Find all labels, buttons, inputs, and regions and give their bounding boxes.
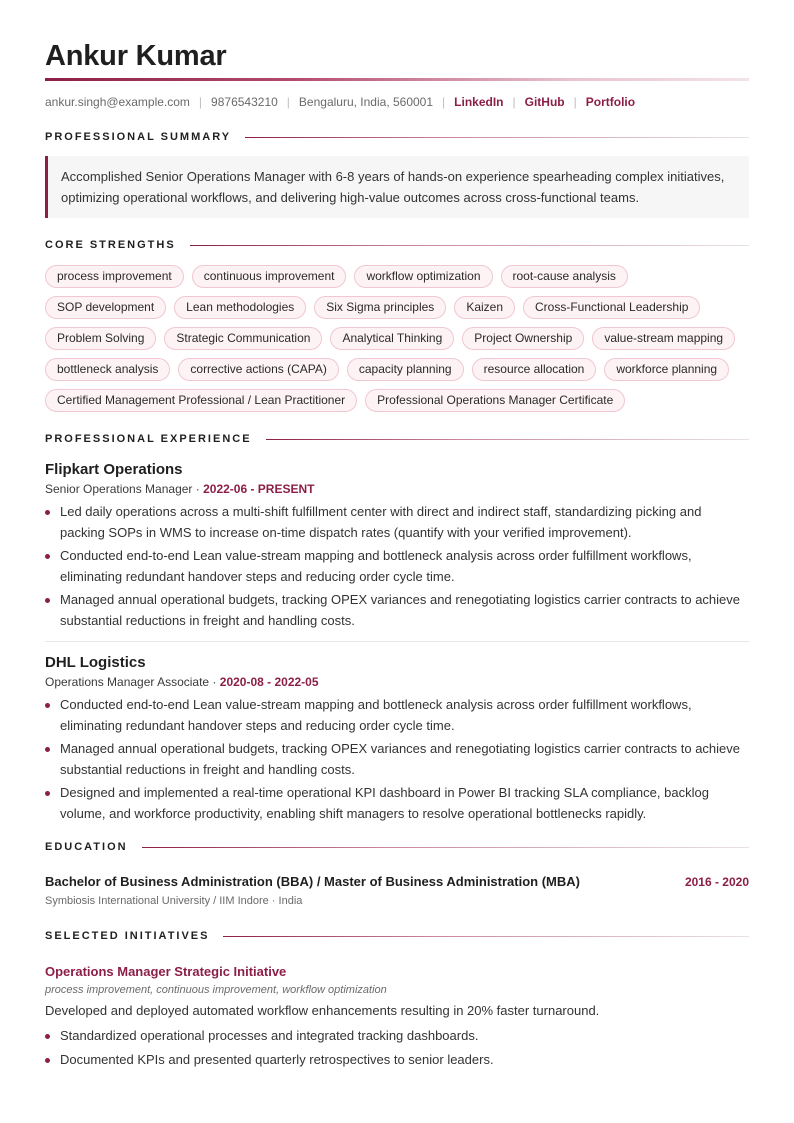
strength-chip: workforce planning [604,358,729,381]
summary-text: Accomplished Senior Operations Manager with 6-8 years of hands-on experience spearheading complex initiatives, optimizing operational workflows, and delivering high-value outcomes across cross-functional teams. [45,156,749,218]
section-header-experience [45,432,749,446]
section-rule [223,936,749,937]
section-title: SELECTED INITIATIVES [45,930,210,942]
section-title: CORE STRENGTHS [45,239,176,251]
education-entry [45,874,749,889]
name-underline [45,78,749,81]
strength-chip: Professional Operations Manager Certificate [365,389,625,412]
strength-chip: Six Sigma principles [314,296,446,319]
section-rule [190,245,749,246]
job-bullet: Managed annual operational budgets, tracking OPEX variances and renegotiating logistics carrier contracts to achieve substantial reductions in freight and handling costs. [45,739,749,780]
contact-phone[interactable]: 9876543210 [211,95,278,109]
section-header-initiatives [45,929,749,943]
initiative-title: Operations Manager Strategic Initiative [45,964,287,979]
strength-chip: Strategic Communication [164,327,322,350]
initiative-bullet: Documented KPIs and presented quarterly retrospectives to senior leaders. [45,1050,749,1071]
section-header-education [45,840,749,854]
section-rule [245,137,749,138]
portfolio-link[interactable]: Portfolio [585,95,636,109]
strength-chip: Kaizen [454,296,515,319]
strength-chip: root-cause analysis [501,265,628,288]
strength-chip: Cross-Functional Leadership [523,296,700,319]
section-rule [266,439,749,440]
initiative-bullet: Standardized operational processes and integrated tracking dashboards. [45,1026,749,1047]
job-role: Operations Manager Associate [45,675,210,689]
experience-entry [45,460,749,631]
strength-chip: corrective actions (CAPA) [178,358,338,381]
job-bullet: Conducted end-to-end Lean value-stream mapping and bottleneck analysis across order fulfillment workflows, eliminating redundant handover steps and reducing order cycle time. [45,546,749,587]
contact-separator: | [442,95,446,109]
contact-separator: | [512,95,516,109]
job-meta: Senior Operations Manager · 2022-06 - PRESENT [45,482,315,496]
section-title: PROFESSIONAL SUMMARY [45,131,232,143]
company-name: Flipkart Operations [45,461,183,478]
strength-chip: Lean methodologies [174,296,306,319]
job-bullet: Conducted end-to-end Lean value-stream mapping and bottleneck analysis across order fulfillment workflows, eliminating redundant handover steps and reducing order cycle time. [45,695,749,736]
company-name: DHL Logistics [45,654,146,671]
contact-email[interactable]: ankur.singh@example.com [45,95,190,109]
section-rule [142,847,749,848]
job-bullet: Designed and implemented a real-time operational KPI dashboard in Power BI tracking SLA compliance, backlog volume, and workforce productivity, enabling shift managers to resolve operational bottlenecks rapidly. [45,783,749,824]
job-bullet: Managed annual operational budgets, tracking OPEX variances and renegotiating logistics carrier contracts to achieve substantial reductions in freight and handling costs. [45,590,749,631]
initiative-bullets [45,1026,749,1070]
initiative-tags: process improvement, continuous improvement, workflow optimization [45,984,387,996]
strength-chip: process improvement [45,265,184,288]
strength-chip: value-stream mapping [592,327,735,350]
degree-name: Bachelor of Business Administration (BBA) / Master of Business Administration (MBA) [45,874,580,889]
strength-chip: Analytical Thinking [330,327,454,350]
strength-chip: resource allocation [472,358,597,381]
initiative-description: Developed and deployed automated workflow enhancements resulting in 20% faster turnaround. [45,1003,600,1018]
job-role: Senior Operations Manager [45,482,193,496]
candidate-name: Ankur Kumar [45,40,227,72]
job-meta: Operations Manager Associate · 2020-08 - 2022-05 [45,675,319,689]
contact-separator: | [573,95,577,109]
strength-chip: capacity planning [347,358,464,381]
linkedin-link[interactable]: LinkedIn [454,95,504,109]
strength-chip: SOP development [45,296,166,319]
school-name: Symbiosis International University / IIM Indore · India [45,895,303,907]
contact-bar [45,94,749,110]
job-bullets [45,695,749,824]
strength-chip: bottleneck analysis [45,358,170,381]
experience-entry [45,641,749,824]
contact-separator: | [286,95,290,109]
section-title: PROFESSIONAL EXPERIENCE [45,433,252,445]
job-bullets [45,502,749,631]
job-bullet: Led daily operations across a multi-shift fulfillment center with direct and indirect staff, standardizing picking and packing SOPs in WMS to increase on-time dispatch rates (quantify with your verified improvement). [45,502,749,543]
strength-chip: Project Ownership [462,327,584,350]
strength-chip: Certified Management Professional / Lean Practitioner [45,389,357,412]
strength-chip: workflow optimization [354,265,492,288]
section-title: EDUCATION [45,841,128,853]
job-dates: 2020-08 - 2022-05 [219,675,319,689]
strength-chip: Problem Solving [45,327,156,350]
section-header-strengths [45,238,749,252]
education-dates: 2016 - 2020 [684,875,749,889]
strengths-list [45,265,749,412]
strength-chip: continuous improvement [192,265,347,288]
github-link[interactable]: GitHub [524,95,565,109]
section-header-summary [45,130,749,144]
contact-location: Bengaluru, India, 560001 [298,95,434,109]
job-dates: 2022-06 - PRESENT [203,482,315,496]
contact-separator: | [198,95,203,109]
